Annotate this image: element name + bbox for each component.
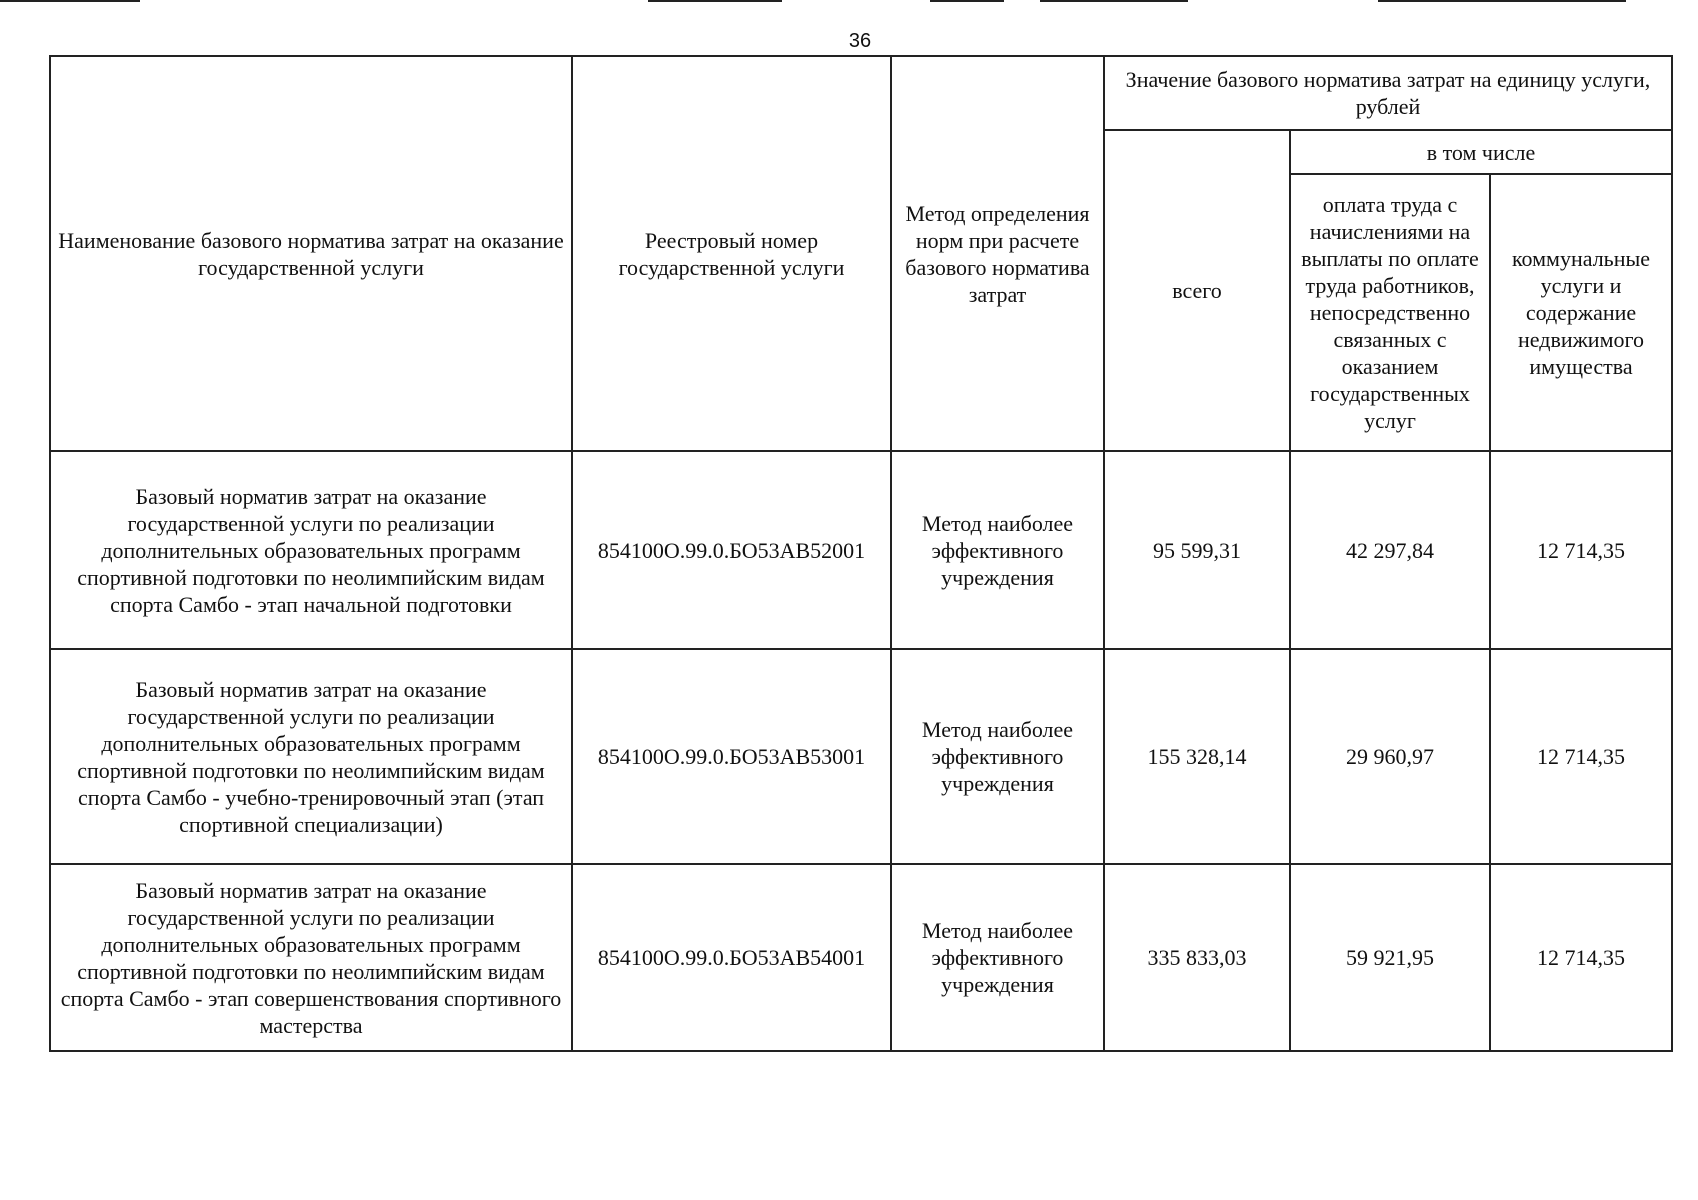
row-method: Метод наиболее эффективного учреждения [891, 864, 1104, 1051]
header-name: Наименование базового норматива затрат на оказание государственной услуги [50, 56, 572, 451]
header-method: Метод определения норм при расчете базового норматива затрат [891, 56, 1104, 451]
header-labor: оплата труда с начислениями на выплаты по оплате труда работников, непосредственно связанных с оказанием государственных услуг [1290, 174, 1490, 451]
top-rule [930, 0, 1004, 2]
row-labor: 42 297,84 [1290, 451, 1490, 649]
header-utilities: коммунальные услуги и содержание недвижимого имущества [1490, 174, 1672, 451]
top-rule [0, 0, 140, 2]
header-total: всего [1104, 130, 1290, 451]
row-utilities: 12 714,35 [1490, 649, 1672, 864]
row-name: Базовый норматив затрат на оказание государственной услуги по реализации дополнительных образовательных программ спортивной подготовки по неолимпийским видам спорта Самбо - учебно-тренировочный этап (этап спортивной специализации) [50, 649, 572, 864]
row-registry: 854100О.99.0.БО53АВ52001 [572, 451, 891, 649]
top-rule [1378, 0, 1626, 2]
row-total: 155 328,14 [1104, 649, 1290, 864]
row-method: Метод наиболее эффективного учреждения [891, 451, 1104, 649]
row-registry: 854100О.99.0.БО53АВ53001 [572, 649, 891, 864]
table-row [50, 649, 1672, 864]
header-row-1 [50, 56, 1672, 130]
row-name: Базовый норматив затрат на оказание государственной услуги по реализации дополнительных образовательных программ спортивной подготовки по неолимпийским видам спорта Самбо - этап начальной подготовки [50, 451, 572, 649]
row-name: Базовый норматив затрат на оказание государственной услуги по реализации дополнительных образовательных программ спортивной подготовки по неолимпийским видам спорта Самбо - этап совершенствования спортивного мастерства [50, 864, 572, 1051]
top-rule [648, 0, 782, 2]
cost-norms-table [49, 55, 1673, 1052]
table-row [50, 451, 1672, 649]
row-labor: 59 921,95 [1290, 864, 1490, 1051]
row-labor: 29 960,97 [1290, 649, 1490, 864]
row-registry: 854100О.99.0.БО53АВ54001 [572, 864, 891, 1051]
row-utilities: 12 714,35 [1490, 864, 1672, 1051]
row-total: 335 833,03 [1104, 864, 1290, 1051]
header-registry: Реестровый номер государственной услуги [572, 56, 891, 451]
top-rule [1040, 0, 1188, 2]
page-number: 36 [848, 30, 872, 52]
header-including: в том числе [1290, 130, 1672, 174]
row-total: 95 599,31 [1104, 451, 1290, 649]
header-value-group: Значение базового норматива затрат на единицу услуги, рублей [1104, 56, 1672, 130]
row-method: Метод наиболее эффективного учреждения [891, 649, 1104, 864]
row-utilities: 12 714,35 [1490, 451, 1672, 649]
table-row [50, 864, 1672, 1051]
